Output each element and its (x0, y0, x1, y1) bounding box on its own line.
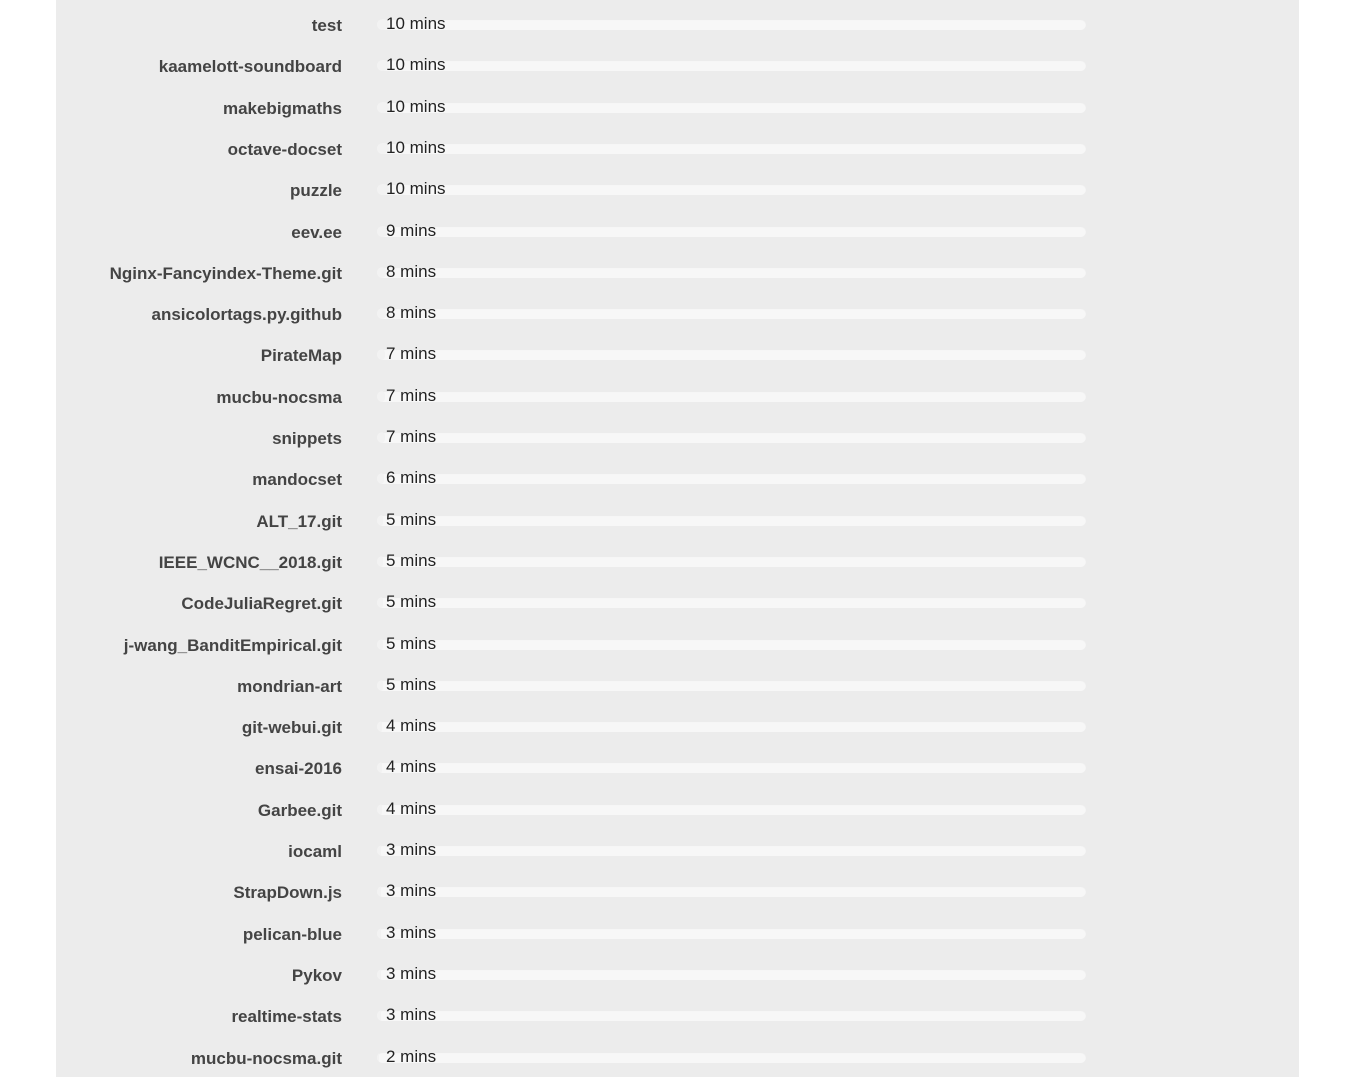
time-value: 10 mins (386, 179, 446, 199)
time-value: 7 mins (386, 344, 437, 364)
time-bar (377, 432, 1086, 443)
time-value: 3 mins (386, 922, 437, 942)
project-row (56, 950, 1299, 991)
time-value: 2 mins (386, 1046, 437, 1066)
time-value: 10 mins (386, 96, 446, 116)
project-name: mandocset (252, 470, 342, 490)
time-bar (377, 391, 1086, 402)
time-bar (377, 226, 1086, 237)
project-row (56, 124, 1299, 165)
time-value: 8 mins (386, 261, 437, 281)
time-bar-fill (377, 1052, 379, 1063)
time-bar (377, 969, 1086, 980)
time-bar (377, 762, 1086, 773)
project-row (56, 372, 1299, 413)
time-bar (377, 267, 1086, 278)
time-value: 3 mins (386, 963, 437, 983)
project-row (56, 620, 1299, 661)
project-name: puzzle (290, 181, 342, 201)
project-name: octave-docset (227, 139, 342, 159)
project-row (56, 413, 1299, 454)
time-value: 10 mins (386, 55, 446, 75)
project-name: realtime-stats (231, 1007, 342, 1027)
project-name: Pykov (291, 965, 342, 985)
time-bar (377, 515, 1086, 526)
time-bar-fill (377, 597, 383, 608)
project-row (56, 289, 1299, 330)
time-value: 3 mins (386, 881, 437, 901)
project-row (56, 248, 1299, 289)
project-row (56, 330, 1299, 371)
time-bar (377, 721, 1086, 732)
time-bar-fill (377, 969, 381, 980)
time-value: 10 mins (386, 14, 446, 33)
project-name: iocaml (288, 842, 342, 861)
time-bar (377, 102, 1086, 113)
time-bar-fill (377, 1010, 381, 1021)
time-value: 4 mins (386, 757, 437, 777)
project-name: eev.ee (291, 222, 342, 242)
time-bar-fill (377, 556, 383, 567)
project-row (56, 165, 1299, 206)
project-row (56, 496, 1299, 537)
time-value: 3 mins (386, 1005, 437, 1025)
project-row (56, 867, 1299, 908)
time-bar (377, 556, 1086, 567)
time-bar-fill (377, 432, 385, 443)
time-bar (377, 1010, 1086, 1021)
time-value: 8 mins (386, 303, 437, 323)
project-time-list (56, 0, 1299, 1077)
project-row (56, 1033, 1299, 1074)
project-name: kaamelott-soundboard (158, 57, 342, 77)
time-value: 7 mins (386, 385, 437, 405)
time-bar-fill (377, 473, 384, 484)
project-name: pelican-blue (242, 924, 342, 944)
project-name: IEEE_WCNC__2018.git (158, 552, 342, 572)
project-row (56, 41, 1299, 82)
time-bar (377, 886, 1086, 897)
project-name: ensai-2016 (255, 759, 342, 779)
project-row (56, 578, 1299, 619)
time-value: 5 mins (386, 509, 437, 529)
time-bar (377, 1052, 1086, 1063)
time-value: 5 mins (386, 633, 437, 653)
time-bar (377, 308, 1086, 319)
project-row (56, 743, 1299, 784)
project-name: test (311, 16, 342, 35)
project-name: mucbu-nocsma.git (190, 1048, 342, 1068)
time-bar (377, 597, 1086, 608)
time-value: 4 mins (386, 716, 437, 736)
time-bar-fill (377, 845, 381, 856)
time-bar-fill (377, 639, 383, 650)
time-value: 4 mins (386, 798, 437, 818)
project-name: mondrian-art (237, 676, 342, 696)
project-name: Garbee.git (257, 800, 342, 820)
project-row (56, 207, 1299, 248)
project-row (56, 785, 1299, 826)
time-bar-fill (377, 762, 382, 773)
time-bar (377, 19, 1086, 30)
project-name: ansicolortags.py.github (151, 305, 342, 325)
project-name: StrapDown.js (233, 883, 342, 903)
time-value: 5 mins (386, 550, 437, 570)
time-bar-fill (377, 349, 385, 360)
time-bar (377, 680, 1086, 691)
project-row (56, 909, 1299, 950)
project-row (56, 83, 1299, 124)
time-value: 5 mins (386, 592, 437, 612)
project-name: makebigmaths (222, 98, 342, 118)
time-bar-fill (377, 721, 382, 732)
time-bar (377, 143, 1086, 154)
project-row (56, 537, 1299, 578)
time-bar (377, 60, 1086, 71)
time-value: 9 mins (386, 220, 437, 240)
project-name: mucbu-nocsma (216, 387, 342, 407)
project-name: Nginx-Fancyindex-Theme.git (109, 263, 342, 283)
project-name: CodeJuliaRegret.git (181, 594, 342, 614)
project-name: git-webui.git (241, 718, 342, 738)
project-row (56, 826, 1299, 867)
time-bar (377, 845, 1086, 856)
project-name: ALT_17.git (256, 511, 342, 531)
project-row (56, 0, 1299, 41)
time-bar-fill (377, 391, 385, 402)
time-bar (377, 639, 1086, 650)
time-value: 5 mins (386, 674, 437, 694)
time-value: 7 mins (386, 427, 437, 446)
time-bar-fill (377, 515, 383, 526)
time-value: 10 mins (386, 137, 446, 157)
time-bar (377, 184, 1086, 195)
time-bar (377, 349, 1086, 360)
time-value: 3 mins (386, 840, 437, 859)
time-bar-fill (377, 680, 383, 691)
time-bar (377, 804, 1086, 815)
time-value: 6 mins (386, 468, 437, 488)
time-bar-fill (377, 928, 381, 939)
time-bar (377, 473, 1086, 484)
time-bar-fill (377, 886, 381, 897)
project-name: snippets (272, 429, 342, 448)
time-bar (377, 928, 1086, 939)
project-row (56, 454, 1299, 495)
project-name: PirateMap (260, 346, 342, 366)
project-row (56, 702, 1299, 743)
time-bar-fill (377, 804, 382, 815)
project-row (56, 991, 1299, 1032)
project-name: j-wang_BanditEmpirical.git (123, 635, 342, 655)
project-row (56, 661, 1299, 702)
